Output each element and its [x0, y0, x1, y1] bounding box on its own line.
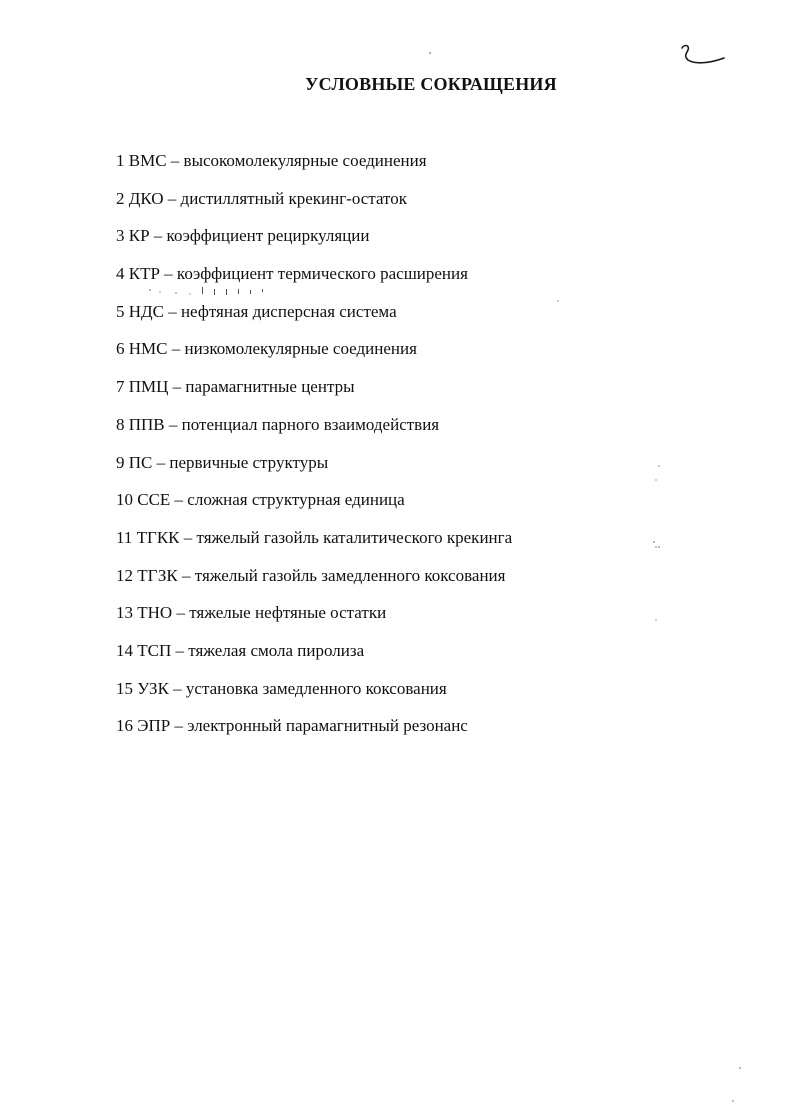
list-item: 5 НДС – нефтяная дисперсная система — [116, 301, 397, 321]
list-item: 13 ТНО – тяжелые нефтяные остатки — [116, 603, 387, 623]
list-item: 14 ТСП – тяжелая смола пиролиза — [116, 640, 365, 660]
list-item: 4 КТР – коэффициент термического расширения — [116, 264, 468, 284]
list-item: 6 НМС – низкомолекулярные соединения — [116, 339, 417, 359]
list-item: 9 ПС – первичные структуры — [116, 452, 329, 472]
list-item: 1 ВМС – высокомолекулярные соединения — [116, 151, 427, 170]
list-item: 10 ССЕ – сложная структурная единица — [116, 490, 405, 510]
list-item: 11 ТГКК – тяжелый газойль каталитического крекинга — [116, 527, 513, 547]
list-item: 3 КР – коэффициент рециркуляции — [116, 226, 370, 246]
list-item: 15 УЗК – установка замедленного коксования — [116, 678, 447, 698]
page-title: УСЛОВНЫЕ СОКРАЩЕНИЯ — [305, 74, 557, 94]
list-item: 8 ППВ – потенциал парного взаимодействия — [116, 414, 440, 434]
list-item: 2 ДКО – дистиллятный крекинг-остаток — [116, 188, 408, 208]
list-item: 12 ТГЗК – тяжелый газойль замедленного коксования — [116, 565, 506, 585]
list-item: 16 ЭПР – электронный парамагнитный резонанс — [116, 716, 468, 736]
list-item: 7 ПМЦ – парамагнитные центры — [116, 377, 355, 397]
